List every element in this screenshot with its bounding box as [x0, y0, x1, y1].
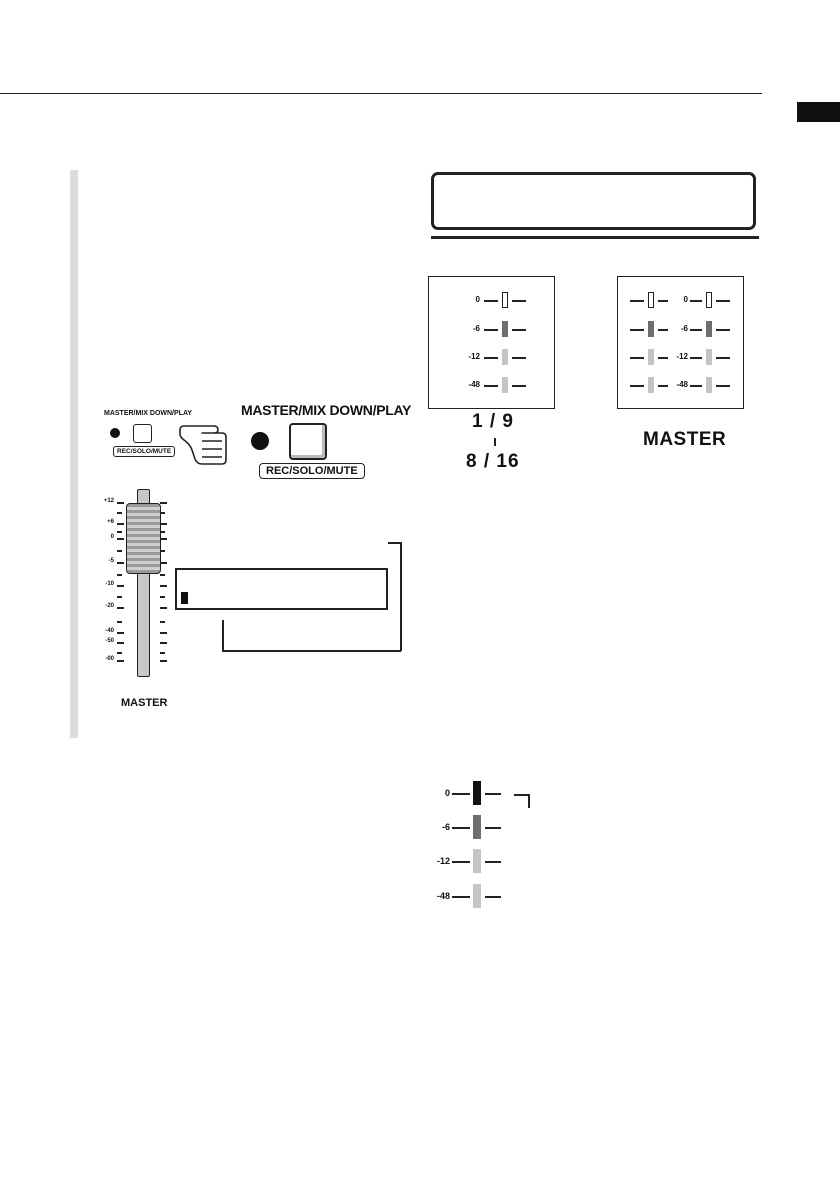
meter-segment — [502, 321, 508, 337]
fader-scale-tick — [117, 585, 124, 587]
meter-segment — [706, 349, 712, 365]
master-fader-knob[interactable] — [126, 503, 161, 574]
large-meter-level-label: -6 — [441, 822, 450, 832]
large-meter-segment — [473, 884, 481, 908]
meter-level-label: 0 — [683, 295, 688, 304]
master-meter-label: MASTER — [643, 429, 727, 450]
large-meter-tick — [485, 793, 501, 795]
small-button-label: MASTER/MIX DOWN/PLAY — [104, 410, 193, 417]
meter-level-label: -12 — [676, 352, 688, 361]
meter-tick — [690, 329, 702, 331]
fader-minor-tick — [117, 652, 122, 654]
fader-scale-label: -5 — [108, 558, 114, 564]
meter-tick — [484, 385, 498, 387]
meter-callout-line-v — [528, 794, 530, 808]
meter-tick — [690, 385, 702, 387]
fader-minor-tick — [160, 512, 165, 514]
display-underline — [431, 236, 759, 239]
meter-tick — [630, 300, 644, 302]
large-meter-tick — [452, 861, 470, 863]
large-meter-tick — [452, 827, 470, 829]
meter-segment — [648, 292, 654, 308]
channel-pair-top-label: 1 / 9 — [472, 411, 514, 432]
callout-bracket-left — [222, 620, 224, 651]
meter-tick — [512, 385, 526, 387]
large-meter-tick — [452, 896, 470, 898]
meter-tick — [512, 329, 526, 331]
meter-segment — [502, 349, 508, 365]
fader-scale-tick — [160, 607, 167, 609]
fader-minor-tick — [117, 596, 122, 598]
fader-minor-tick — [117, 531, 122, 533]
meter-tick — [658, 300, 668, 302]
fader-scale-label: -20 — [105, 603, 114, 609]
big-button-label: MASTER/MIX DOWN/PLAY — [241, 402, 412, 418]
meter-tick — [630, 329, 644, 331]
section-bar — [70, 170, 78, 738]
callout-bracket-bottom — [222, 650, 401, 652]
meter-tick — [484, 357, 498, 359]
fader-scale-label: -10 — [105, 581, 114, 587]
fader-minor-tick — [117, 574, 122, 576]
meter-segment — [706, 377, 712, 393]
meter-tick — [716, 329, 730, 331]
fader-scale-tick — [117, 632, 124, 634]
large-meter-level-label: -48 — [436, 891, 450, 901]
meter-tick — [658, 329, 668, 331]
callout-bracket-top — [388, 542, 401, 544]
fader-minor-tick — [117, 512, 122, 514]
meter-segment — [706, 292, 712, 308]
fader-scale-tick — [160, 585, 167, 587]
fader-scale-tick — [160, 642, 167, 644]
display-frame — [431, 172, 756, 230]
channel-pair-connector — [494, 438, 496, 446]
fader-scale-tick — [160, 538, 167, 540]
meter-tick — [630, 357, 644, 359]
meter-segment — [648, 349, 654, 365]
small-master-button[interactable] — [133, 424, 152, 443]
meter-level-label: -48 — [468, 380, 480, 389]
meter-segment — [706, 321, 712, 337]
meter-segment — [502, 292, 508, 308]
meter-tick — [716, 300, 730, 302]
meter-tick — [690, 357, 702, 359]
fader-minor-tick — [160, 596, 165, 598]
large-meter-segment — [473, 815, 481, 839]
small-button-sublabel: REC/SOLO/MUTE — [113, 446, 175, 457]
fader-minor-tick — [160, 574, 165, 576]
fader-scale-label: -50 — [105, 638, 114, 644]
fader-minor-tick — [117, 550, 122, 552]
large-meter-tick — [452, 793, 470, 795]
fader-scale-tick — [160, 562, 167, 564]
meter-level-label: -48 — [676, 380, 688, 389]
large-meter-tick — [485, 861, 501, 863]
fader-scale-tick — [117, 502, 124, 504]
fader-scale-tick — [117, 660, 124, 662]
chapter-tab — [797, 102, 840, 122]
fader-minor-tick — [160, 621, 165, 623]
fader-scale-tick — [117, 562, 124, 564]
meter-segment — [648, 321, 654, 337]
lcd-screen — [175, 568, 388, 610]
channel-meter-panel — [428, 276, 555, 409]
big-status-led — [251, 432, 269, 450]
meter-tick — [484, 300, 498, 302]
fader-scale-label: 0 — [110, 534, 114, 540]
fader-scale-tick — [160, 523, 167, 525]
channel-pair-bottom-label: 8 / 16 — [466, 451, 520, 472]
fader-minor-tick — [160, 550, 165, 552]
large-meter-level-label: 0 — [444, 788, 450, 798]
meter-tick — [512, 300, 526, 302]
meter-tick — [484, 329, 498, 331]
big-master-button[interactable] — [289, 423, 327, 460]
meter-level-label: -6 — [472, 324, 480, 333]
fader-minor-tick — [117, 621, 122, 623]
large-meter-tick — [485, 827, 501, 829]
fader-master-label: MASTER — [121, 697, 168, 709]
fader-scale-tick — [117, 642, 124, 644]
large-meter-tick — [485, 896, 501, 898]
fader-scale-tick — [117, 607, 124, 609]
meter-tick — [658, 385, 668, 387]
meter-tick — [630, 385, 644, 387]
fader-scale-label: +12 — [103, 498, 114, 504]
big-button-sublabel: REC/SOLO/MUTE — [259, 463, 365, 479]
meter-tick — [716, 357, 730, 359]
lcd-cursor — [181, 592, 188, 604]
meter-tick — [690, 300, 702, 302]
callout-bracket — [400, 542, 402, 651]
large-meter-segment — [473, 781, 481, 805]
fader-scale-tick — [160, 632, 167, 634]
fader-scale-tick — [160, 502, 167, 504]
meter-level-label: -12 — [468, 352, 480, 361]
large-meter-level-label: -12 — [436, 856, 450, 866]
fader-scale-tick — [117, 538, 124, 540]
meter-tick — [512, 357, 526, 359]
fader-minor-tick — [160, 531, 165, 533]
fader-scale-label: -40 — [105, 628, 114, 634]
meter-tick — [658, 357, 668, 359]
top-rule — [0, 93, 762, 94]
meter-callout-line — [514, 794, 529, 796]
fader-scale-tick — [160, 660, 167, 662]
small-status-led — [110, 428, 120, 438]
fader-scale-label: -00 — [105, 656, 114, 662]
meter-segment — [648, 377, 654, 393]
fader-scale-label: +6 — [107, 519, 114, 525]
pointing-hand-icon — [178, 420, 234, 466]
large-meter-segment — [473, 849, 481, 873]
meter-tick — [716, 385, 730, 387]
fader-scale-tick — [117, 523, 124, 525]
fader-minor-tick — [160, 652, 165, 654]
meter-level-label: 0 — [475, 295, 480, 304]
meter-segment — [502, 377, 508, 393]
meter-level-label: -6 — [680, 324, 688, 333]
